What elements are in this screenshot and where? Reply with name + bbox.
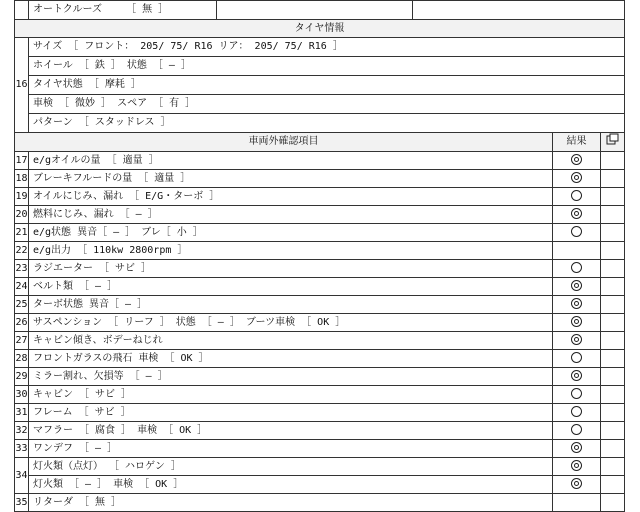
table-row [15,476,625,494]
result-cell [553,170,601,188]
circle-mark [571,190,582,201]
item-text: キャビン ［ サビ ］ [29,386,553,404]
tire-row [15,114,625,133]
item-text: e/g出力 ［ 110kw 2800rpm ］ [29,242,553,260]
top-row-label-text: オートクルーズ [33,4,102,15]
circle-mark [571,226,582,237]
item-text: サスペンション ［ リーフ ］ 状態 ［ ― ］ ブーツ車検 ［ OK ］ [29,314,553,332]
item-number: 18 [15,170,29,188]
result-cell [553,206,601,224]
item-text: e/g状態 異音［ ― ］ ブレ［ 小 ］ [29,224,553,242]
item-text: マフラー ［ 腐食 ］ 車検 ［ OK ］ [29,422,553,440]
circle-mark [571,388,582,399]
table-row [15,278,625,296]
tire-row [15,95,625,114]
top-row-label [29,1,217,20]
item-number: 21 [15,224,29,242]
table-row [15,494,625,512]
blank-cell [601,458,625,476]
result-cell [553,368,601,386]
item-text: フロントガラスの飛石 車検 ［ OK ］ [29,350,553,368]
result-cell [553,458,601,476]
inspection-header [15,133,625,152]
table-row [15,422,625,440]
table-row [15,458,625,476]
blank-cell [601,404,625,422]
inspection-table [14,0,625,512]
blank-cell [601,422,625,440]
result-cell [553,260,601,278]
item-text: 灯火類（点灯） ［ ハロゲン ］ [29,458,553,476]
blank-cell [601,386,625,404]
result-cell [553,440,601,458]
circle-mark [571,352,582,363]
blank-cell [601,170,625,188]
result-cell [553,152,601,170]
item-number: 31 [15,404,29,422]
tire-row-number: 16 [15,38,29,133]
item-number: 19 [15,188,29,206]
item-text: キャビン傾き、ボデーねじれ [29,332,553,350]
item-number: 24 [15,278,29,296]
item-text: オイルにじみ、漏れ ［ E/G・ターボ ］ [29,188,553,206]
copy-icon[interactable] [601,133,625,152]
item-number: 23 [15,260,29,278]
item-number: 30 [15,386,29,404]
table-row [15,242,625,260]
circle-mark [571,424,582,435]
item-number: 20 [15,206,29,224]
item-number: 33 [15,440,29,458]
item-number: 34 [15,458,29,494]
double-circle-mark [571,208,582,219]
top-row-value: ［ 無 ］ [126,4,169,15]
table-row [15,350,625,368]
tire-inspection: 車検 ［ 微妙 ］ スペア ［ 有 ］ [29,95,625,114]
item-number: 35 [15,494,29,512]
tire-row [15,76,625,95]
blank-cell [601,152,625,170]
table-row [15,314,625,332]
double-circle-mark [571,154,582,165]
blank-cell [601,440,625,458]
result-cell [553,332,601,350]
table-row [15,440,625,458]
table-row [15,332,625,350]
top-row-num [15,1,29,20]
blank-cell [601,314,625,332]
blank-cell [601,260,625,278]
result-cell [553,278,601,296]
table-row [15,368,625,386]
blank-cell [601,296,625,314]
result-cell [553,224,601,242]
blank-cell [601,242,625,260]
table-row [15,260,625,278]
blank-cell [601,494,625,512]
item-number: 28 [15,350,29,368]
tire-row [15,57,625,76]
inspection-items [15,152,625,458]
result-cell [553,350,601,368]
item-number: 32 [15,422,29,440]
item-text: e/gオイルの量 ［ 適量 ］ [29,152,553,170]
tire-condition: タイヤ状態 ［ 摩耗 ］ [29,76,625,95]
tire-section-title: タイヤ情報 [15,20,625,38]
result-cell [553,242,601,260]
double-circle-mark [571,280,582,291]
item-text: ベルト類 ［ ― ］ [29,278,553,296]
item-text: リターダ ［ 無 ］ [29,494,553,512]
item-number: 25 [15,296,29,314]
blank-cell [601,350,625,368]
result-header: 結果 [553,133,601,152]
item-text: ミラー割れ、欠損等 ［ ― ］ [29,368,553,386]
top-row-blank-b [413,1,625,20]
table-row [15,170,625,188]
table-row [15,404,625,422]
table-row [15,386,625,404]
double-circle-mark [571,370,582,381]
table-row [15,296,625,314]
item-text: フレーム ［ サビ ］ [29,404,553,422]
double-circle-mark [571,460,582,471]
tire-section-header [15,20,625,38]
tire-row [15,38,625,57]
blank-cell [601,332,625,350]
result-cell [553,314,601,332]
item-text: ブレーキフルードの量 ［ 適量 ］ [29,170,553,188]
table-row [15,206,625,224]
tire-pattern: パターン ［ スタッドレス ］ [29,114,625,133]
circle-mark [571,262,582,273]
inspection-sheet [14,0,624,508]
item-text: ターボ状態 異音［ ― ］ [29,296,553,314]
result-cell [553,476,601,494]
result-cell [553,296,601,314]
blank-cell [601,476,625,494]
result-cell [553,386,601,404]
item-number: 27 [15,332,29,350]
tire-size: サイズ ［ フロント： 205/ 75/ R16 リア： 205/ 75/ R16 ］ [29,38,625,57]
item-number: 17 [15,152,29,170]
item-number: 26 [15,314,29,332]
double-circle-mark [571,172,582,183]
top-row [15,1,625,20]
result-cell [553,422,601,440]
table-row [15,188,625,206]
result-cell [553,404,601,422]
blank-cell [601,188,625,206]
circle-mark [571,406,582,417]
result-cell [553,494,601,512]
item-number: 29 [15,368,29,386]
double-circle-mark [571,442,582,453]
double-circle-mark [571,316,582,327]
result-cell [553,188,601,206]
double-circle-mark [571,334,582,345]
blank-cell [601,206,625,224]
copy-icon-svg [606,133,620,145]
item-number: 22 [15,242,29,260]
double-circle-mark [571,298,582,309]
table-row [15,152,625,170]
blank-cell [601,224,625,242]
item-text: 燃料にじみ、漏れ ［ ― ］ [29,206,553,224]
tire-wheel: ホイール ［ 鉄 ］ 状態 ［ ― ］ [29,57,625,76]
item-text: ラジエーター ［ サビ ］ [29,260,553,278]
inspection-section-title: 車両外確認項目 [15,133,553,152]
item-text: ワンデフ ［ ― ］ [29,440,553,458]
item-text: 灯火類 ［ ― ］ 車検 ［ OK ］ [29,476,553,494]
blank-cell [601,368,625,386]
top-row-blank-a [217,1,413,20]
table-row [15,224,625,242]
blank-cell [601,278,625,296]
